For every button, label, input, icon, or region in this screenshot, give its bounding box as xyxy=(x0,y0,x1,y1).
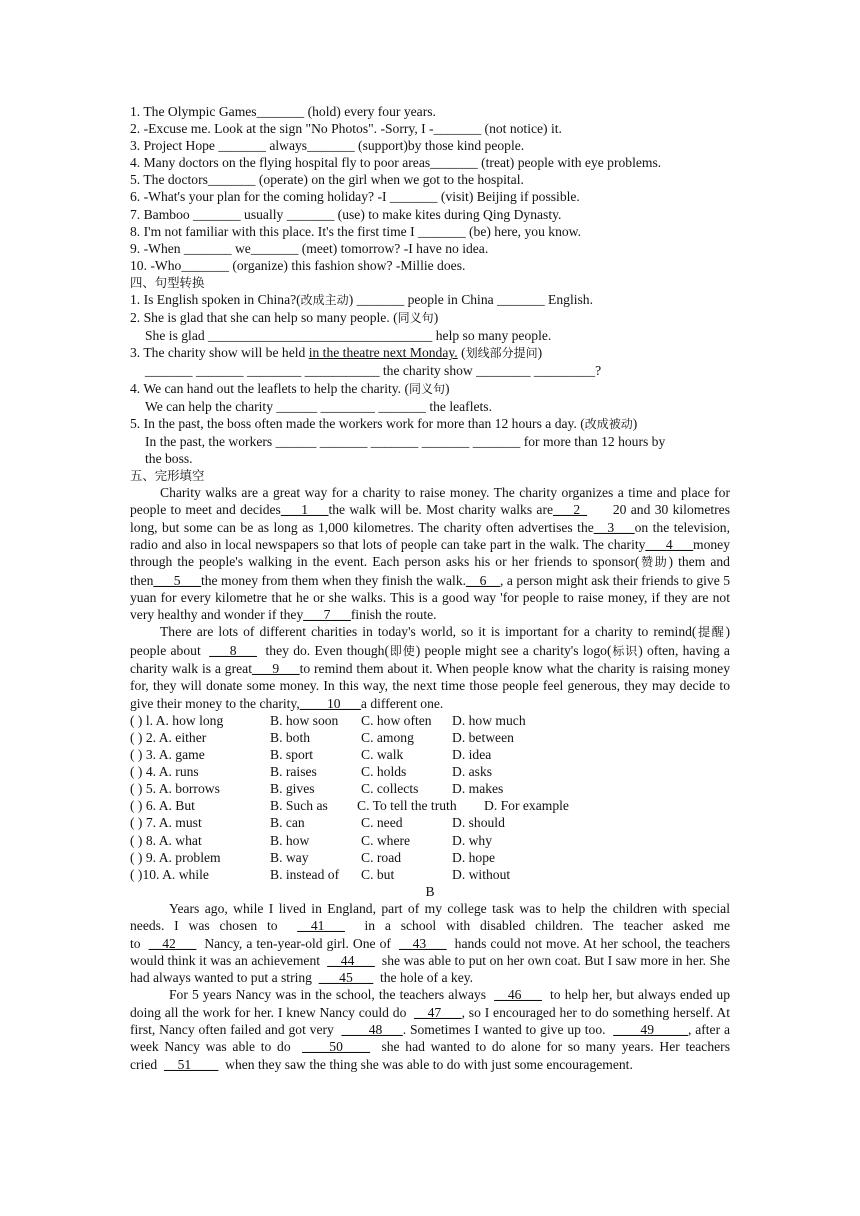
option-row: ( )10. A. while B. instead of C. but D. without xyxy=(130,866,511,882)
cloze-blank: ____50____ xyxy=(302,1039,371,1055)
question-line: 5. The doctors_______ (operate) on the girl when we got to the hospital. xyxy=(130,172,524,188)
answer-line: _______ _______ ________ ___________ the charity show ________ _________? xyxy=(145,363,602,379)
answer-line: In the past, the workers ______ _______ _______ _______ _______ for more than 12 hours by xyxy=(145,433,666,449)
option-row: ( ) l. A. how long B. how soon C. how often D. how much xyxy=(130,712,526,728)
answer-line: We can help the charity ______ ________ _______ the leaflets. xyxy=(145,398,492,414)
passage-paragraph: Years ago, while I lived in England, part of my college task was to help the children with special needs. I was chosen to __41___ in a school with disabled children. The teacher asked me to __42___ Nancy, a ten-year-old girl. One of __43___ hands could not move. At her school, the teachers would think it was an achievement __44___ she was able to put on her own coat. But I saw more in her. She had always wanted to put a string ___45___ the hole of a key. xyxy=(130,900,731,986)
question-line: 4. Many doctors on the flying hospital fly to poor areas_______ (treat) people with eye problems. xyxy=(130,155,662,171)
cloze-blank: ____49_____ xyxy=(613,1022,688,1038)
cloze-blank: __47___ xyxy=(414,1004,462,1020)
question-line: 10. -Who_______ (organize) this fashion show? -Millie does. xyxy=(130,257,466,273)
question-line: 6. -What's your plan for the coming holiday? -I _______ (visit) Beijing if possible. xyxy=(130,189,580,205)
option-row: ( ) 5. A. borrows B. gives C. collects D. makes xyxy=(130,781,504,797)
question-line: 5. In the past, the boss often made the workers work for more than 12 hours a day. (改成被动) xyxy=(130,415,638,431)
cloze-blank: __46___ xyxy=(494,987,542,1003)
question-line: 2. -Excuse me. Look at the sign "No Photos". -Sorry, I -_______ (not notice) it. xyxy=(130,121,562,137)
option-row: ( ) 9. A. problem B. way C. road D. hope xyxy=(130,849,496,865)
cloze-blank: ___4___ xyxy=(645,536,693,552)
options-list xyxy=(130,712,730,883)
cloze-blank: ___45___ xyxy=(318,970,374,986)
cloze-blank: ___7___ xyxy=(303,607,351,623)
cloze-blank: ___5___ xyxy=(153,572,201,588)
question-line: 2. She is glad that she can help so many people. (同义句) xyxy=(130,310,439,326)
section-heading: 五、完形填空 xyxy=(130,467,205,483)
option-row: ( ) 3. A. game B. sport C. walk D. idea xyxy=(130,747,492,763)
cloze-blank: __42___ xyxy=(148,935,197,951)
option-row: ( ) 7. A. must B. can C. need D. should xyxy=(130,815,505,831)
cloze-blank: __43___ xyxy=(399,935,447,951)
cloze-section xyxy=(130,467,730,900)
passage-paragraph: There are lots of different charities in today's world, so it is important for a charity to remind(提醒) people about ___8___ they do. Even though(即使) people might see a charity's logo(标识) often, having a charity walk is a great___9___to remind them about it. When people know what the charity is raising money for, they will donate some money. In this way, the next time those people feel generous, they may decide to give their money to the charity,____10___a different one. xyxy=(130,624,730,711)
section-heading: 四、句型转换 xyxy=(130,274,205,290)
option-row: ( ) 6. A. But B. Such as C. To tell the truth D. For example xyxy=(130,798,569,814)
option-row: ( ) 8. A. what B. how C. where D. why xyxy=(130,832,493,848)
worksheet-page xyxy=(130,103,730,1073)
sentence-transform-section xyxy=(130,274,730,467)
fill-blank-section xyxy=(130,103,730,274)
cloze-blank: ____10___ xyxy=(299,695,361,711)
question-line: 8. I'm not familiar with this place. It's the first time I _______ (be) here, you know. xyxy=(130,223,581,239)
cloze-blank: __3___ xyxy=(593,519,635,535)
cloze-blank: __51____ xyxy=(163,1056,219,1072)
answer-line: She is glad _________________________________ help so many people. xyxy=(145,328,552,344)
cloze-blank: ___2_ xyxy=(553,502,587,518)
question-line: 1. The Olympic Games_______ (hold) every four years. xyxy=(130,104,436,119)
question-line: 3. Project Hope _______ always_______ (support)by those kind people. xyxy=(130,138,525,154)
cloze-blank: __6__ xyxy=(466,572,501,588)
question-line: 4. We can hand out the leaflets to help the charity. (同义句) xyxy=(130,380,450,396)
cloze-blank: ___8___ xyxy=(209,642,257,658)
option-row: ( ) 2. A. either B. both C. among D. between xyxy=(130,730,514,746)
cloze-blank: __41___ xyxy=(297,918,345,934)
option-row: ( ) 4. A. runs B. raises C. holds D. asks xyxy=(130,764,493,780)
passage-paragraph: For 5 years Nancy was in the school, the teachers always __46___ to help her, but always ended up doing all the work for her. I knew Nancy could do __47___, so I encouraged her to do something herself. At first, Nancy often failed and got very ____48___. Sometimes I wanted to give up too. ____49_____, after a week Nancy was able to do ____50____ she had wanted to do alone for so many years. Her teachers cried __51____ when they saw the thing she was able to do with just some encouragement. xyxy=(130,987,731,1072)
question-line: 1. Is English spoken in China?(改成主动) _______ people in China _______ English. xyxy=(130,292,593,308)
cloze-blank: ___1___ xyxy=(280,502,329,518)
cloze-blank: ____48___ xyxy=(341,1022,403,1038)
passage-b-section xyxy=(130,900,730,1073)
underlined-phrase: in the theatre next Monday. xyxy=(308,345,458,361)
passage-paragraph: Charity walks are a great way for a charity to raise money. The charity organizes a time and place for people to meet and decides___1___the walk will be. Most charity walks are___2_ 20 and 30 kilometres long, but some can be as long as 1,000 kilometres. The charity often advertises the__3___on the television, radio and also in local newspapers so that lots of people can take part in the walk. The charity___4___money through the people's walking in the event. Each person asks his or her friends to sponsor(赞助) them and then___5___the money from them when they finish the walk.__6__, a person might ask their friends to give 5 yuan for every kilometre that he or she walks. This is a good way 'for people to raise money, if they are not very healthy and wonder if they___7___finish the route. xyxy=(130,485,730,623)
question-line: 7. Bamboo _______ usually _______ (use) to make kites during Qing Dynasty. xyxy=(130,206,562,222)
question-line: 3. The charity show will be held in the theatre next Monday. (划线部分提问) xyxy=(130,345,543,361)
answer-line: the boss. xyxy=(145,450,193,466)
cloze-blank: ___9___ xyxy=(251,661,300,677)
question-line: 9. -When _______ we_______ (meet) tomorrow? -I have no idea. xyxy=(130,240,489,256)
part-label: B xyxy=(425,883,435,899)
cloze-blank: __44___ xyxy=(327,952,375,968)
